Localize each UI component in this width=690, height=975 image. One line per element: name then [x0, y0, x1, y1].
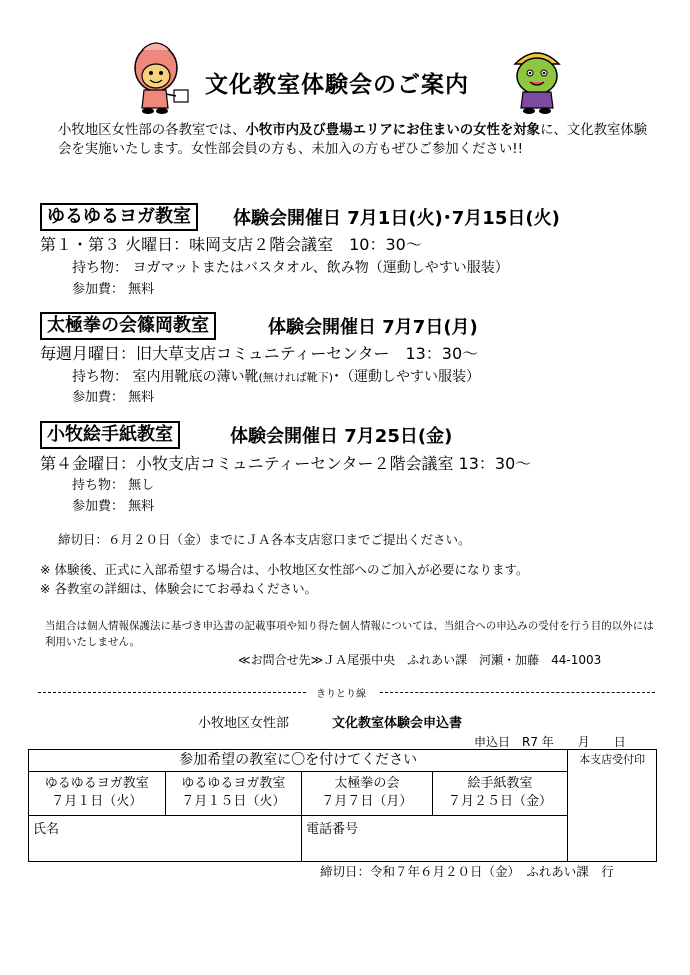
class-name-yoga: ゆるゆるヨガ教室: [40, 203, 198, 231]
receipt-stamp-label: 本支店受付印: [579, 753, 646, 766]
cut-line-right: [380, 692, 655, 693]
deadline-note: 締切日：６月２０日（金）までにＪＡ各本支店窓口までご提出ください。: [58, 532, 471, 547]
mascot-left-image: [120, 42, 200, 116]
class-schedule-yoga: 第１・第３ 火曜日：味岡支店２階会議室 10：30～: [40, 235, 422, 254]
option-yoga-0701[interactable]: ゆるゆるヨガ教室 ７月１日（火）: [29, 772, 166, 816]
note-details: ※ 各教室の詳細は、体験会にてお尋ねください。: [40, 581, 317, 596]
class-items-etegami: 持ち物： 無し: [72, 478, 155, 493]
option-taichi-0707[interactable]: 太極拳の会 ７月７日（月）: [302, 772, 433, 816]
class-schedule-taichi: 毎週月曜日：旧大草支店コミュニティーセンター 13：30～: [40, 344, 479, 363]
class-items-yoga: 持ち物： ヨガマットまたはバスタオル、飲み物（運動しやすい服装）: [72, 260, 509, 276]
privacy-statement: 当組合は個人情報保護法に基づき申込書の記載事項や知り得た個人情報については、当組合への申込みの受付を行う目的以外には利用いたしません。: [45, 620, 654, 648]
option-yoga-0715[interactable]: ゆるゆるヨガ教室 ７月１５日（火）: [165, 772, 302, 816]
form-date: 申込日 R7 年 月 日: [474, 735, 626, 749]
mascot-right-image: [497, 42, 577, 116]
phone-field[interactable]: 電話番号: [302, 816, 568, 862]
class-schedule-etegami: 第４金曜日：小牧支店コミュニティーセンター２階会議室 13：30～: [40, 454, 532, 473]
contact-info: ≪お問合せ先≫ＪＡ尾張中央 ふれあい課 河瀬・加藤 44-1003: [238, 653, 602, 667]
receipt-stamp-box: [568, 750, 657, 862]
class-event-yoga: 体験会開催日 7月1日(火)･7月15日(火): [233, 208, 560, 229]
option-etegami-0725[interactable]: 絵手紙教室 ７月２５日（金）: [432, 772, 568, 816]
class-items-taichi: 持ち物： 室内用靴底の薄い靴(無ければ靴下)･（運動しやすい服装）: [72, 369, 481, 385]
class-fee-yoga: 参加費： 無料: [72, 282, 155, 297]
cut-line-label: きりとり線: [316, 689, 366, 700]
class-fee-taichi: 参加費： 無料: [72, 390, 155, 405]
class-fee-etegami: 参加費： 無料: [72, 499, 155, 514]
name-field[interactable]: 氏名: [29, 816, 302, 862]
class-event-etegami: 体験会開催日 7月25日(金): [230, 426, 453, 447]
page-title: 文化教室体験会のご案内: [205, 72, 469, 98]
class-name-etegami: 小牧絵手紙教室: [40, 421, 180, 449]
form-footer: 締切日：令和７年６月２０日（金） ふれあい課 行: [320, 864, 614, 879]
class-name-taichi: 太極拳の会篠岡教室: [40, 312, 216, 340]
form-instruction: 参加希望の教室に〇を付けてください: [29, 750, 568, 772]
intro-text: 小牧地区女性部の各教室では、小牧市内及び豊場エリアにお住まいの女性を対象に、文化教室体験会を実施いたします。女性部会員の方も、未加入の方もぜひご参加ください!!: [58, 123, 648, 157]
class-event-taichi: 体験会開催日 7月7日(月): [268, 317, 478, 338]
form-org: 小牧地区女性部: [198, 716, 290, 731]
application-form: [28, 749, 657, 862]
note-membership: ※ 体験後、正式に入部希望する場合は、小牧地区女性部へのご加入が必要になります。: [40, 562, 529, 577]
form-title: 文化教室体験会申込書: [332, 716, 463, 731]
cut-line-left: [38, 692, 306, 693]
